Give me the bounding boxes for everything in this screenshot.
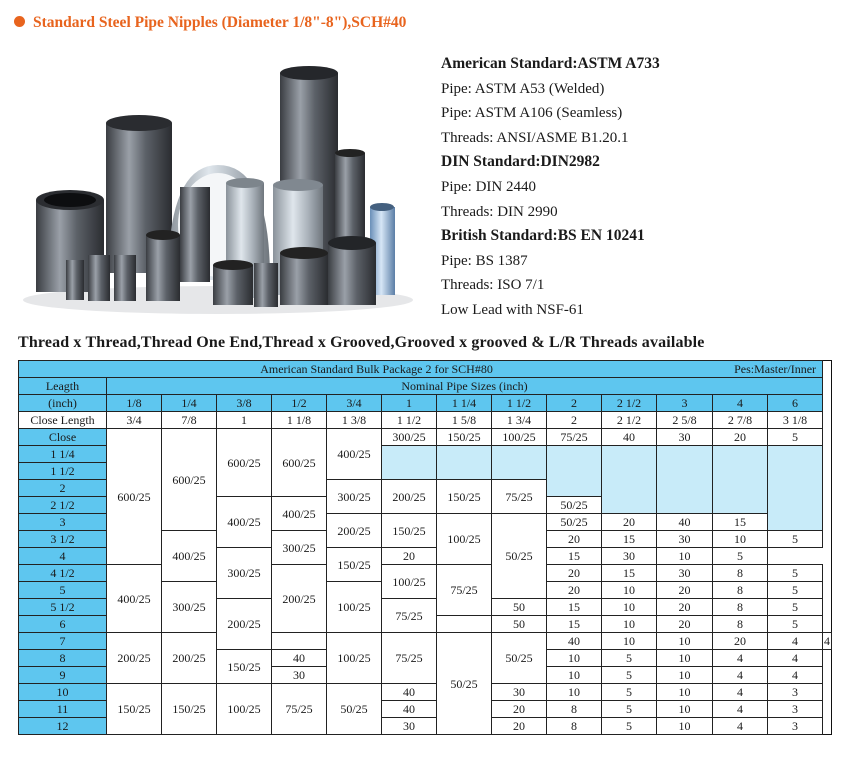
package-value: 100/25 <box>492 429 547 446</box>
banner-left: American Standard Bulk Package 2 for SCH#80 <box>260 362 493 376</box>
package-value: 300/25 <box>327 480 382 514</box>
close-length-value: 7/8 <box>162 412 217 429</box>
standard-line: Pipe: ASTM A106 (Seamless) <box>441 105 623 122</box>
package-value: 200/25 <box>107 633 162 684</box>
package-value: 50/25 <box>437 633 492 735</box>
package-value: 10 <box>602 633 657 650</box>
package-value: 10 <box>713 531 768 548</box>
package-value: 75/25 <box>382 599 437 633</box>
table-row <box>19 565 832 582</box>
empty-cell <box>602 446 657 514</box>
package-value: 400/25 <box>327 429 382 480</box>
package-value: 10 <box>602 599 657 616</box>
package-value: 50 <box>492 599 547 616</box>
close-length-row <box>19 412 832 429</box>
package-value: 10 <box>657 701 713 718</box>
package-value: 50 <box>492 616 547 633</box>
package-value: 4 <box>713 718 768 735</box>
close-length-value: 3/4 <box>107 412 162 429</box>
length-label: 3 1/2 <box>19 531 107 548</box>
package-value: 10 <box>657 718 713 735</box>
package-value: 150/25 <box>382 514 437 548</box>
package-value: 20 <box>382 548 437 565</box>
size-header: 1 1/4 <box>437 395 492 412</box>
package-value: 5 <box>602 718 657 735</box>
package-value: 15 <box>547 616 602 633</box>
empty-cell <box>768 446 823 531</box>
package-value: 400/25 <box>217 497 272 548</box>
package-value: 8 <box>713 599 768 616</box>
banner-right: Pes:Master/Inner <box>734 362 817 376</box>
package-value: 3 <box>768 701 823 718</box>
package-value: 5 <box>602 701 657 718</box>
package-value: 8 <box>547 701 602 718</box>
package-value: 10 <box>547 650 602 667</box>
empty-cell <box>657 446 713 514</box>
package-value: 5 <box>768 599 823 616</box>
package-value: 40 <box>382 701 437 718</box>
package-value: 40 <box>382 684 437 701</box>
package-value: 5 <box>768 429 823 446</box>
package-value: 20 <box>602 514 657 531</box>
package-value: 400/25 <box>272 497 327 531</box>
empty-cell <box>382 446 437 480</box>
package-value: 4 <box>713 667 768 684</box>
package-value: 40 <box>272 650 327 667</box>
length-label: 9 <box>19 667 107 684</box>
package-value: 30 <box>272 667 327 684</box>
package-value: 8 <box>547 718 602 735</box>
empty-cell <box>713 446 768 514</box>
package-value: 600/25 <box>107 429 162 565</box>
close-length-value: 3 1/8 <box>768 412 823 429</box>
length-label: 2 <box>19 480 107 497</box>
package-value: 10 <box>602 616 657 633</box>
package-value: 5 <box>768 565 823 582</box>
length-label: 11 <box>19 701 107 718</box>
package-value: 15 <box>602 531 657 548</box>
package-value: 20 <box>657 616 713 633</box>
length-label: 1 1/2 <box>19 463 107 480</box>
package-value: 20 <box>492 701 547 718</box>
package-value: 300/25 <box>162 582 217 633</box>
package-value: 5 <box>602 684 657 701</box>
size-header: 2 <box>547 395 602 412</box>
size-header: 6 <box>768 395 823 412</box>
size-header: 1 <box>382 395 437 412</box>
package-value: 200/25 <box>327 514 382 548</box>
package-value: 30 <box>657 565 713 582</box>
close-length-value: 1 3/8 <box>327 412 382 429</box>
empty-cell <box>547 446 602 497</box>
length-label: 5 <box>19 582 107 599</box>
package-value: 10 <box>547 684 602 701</box>
package-value: 4 <box>768 633 823 650</box>
size-header: 4 <box>713 395 768 412</box>
package-value: 300/25 <box>382 429 437 446</box>
close-length-value: 1 1/2 <box>382 412 437 429</box>
package-value: 75/25 <box>382 633 437 684</box>
package-value: 150/25 <box>327 548 382 582</box>
package-value: 75/25 <box>272 684 327 735</box>
package-value: 200/25 <box>272 565 327 633</box>
package-value: 4 <box>713 701 768 718</box>
length-label: 6 <box>19 616 107 633</box>
package-value: 20 <box>713 429 768 446</box>
length-label: 5 1/2 <box>19 599 107 616</box>
length-label: 12 <box>19 718 107 735</box>
package-value: 30 <box>657 429 713 446</box>
package-value: 100/25 <box>437 514 492 565</box>
package-value: 30 <box>657 531 713 548</box>
standard-line: Threads: ISO 7/1 <box>441 277 545 294</box>
length-label: 4 1/2 <box>19 565 107 582</box>
package-value: 100/25 <box>217 684 272 735</box>
size-header: 3/4 <box>327 395 382 412</box>
package-value: 150/25 <box>107 684 162 735</box>
package-value: 150/25 <box>217 650 272 684</box>
package-value: 5 <box>768 616 823 633</box>
close-length-value: 2 1/2 <box>602 412 657 429</box>
table-row <box>19 633 832 650</box>
package-value: 15 <box>713 514 768 531</box>
package-value: 150/25 <box>437 429 492 446</box>
empty-cell <box>492 446 547 480</box>
standard-line: Pipe: BS 1387 <box>441 252 528 269</box>
package-value: 50/25 <box>547 497 602 514</box>
length-label: 7 <box>19 633 107 650</box>
length-header: Leagth <box>19 378 107 395</box>
package-value: 10 <box>657 684 713 701</box>
size-header: 1/4 <box>162 395 217 412</box>
package-value: 4 <box>824 634 831 648</box>
size-header: 1/8 <box>107 395 162 412</box>
nominal-size-header: Nominal Pipe Sizes (inch) <box>107 378 823 395</box>
standard-line: Low Lead with NSF-61 <box>441 301 584 318</box>
package-value: 4 <box>713 650 768 667</box>
package-value: 75/25 <box>492 480 547 514</box>
length-label: 2 1/2 <box>19 497 107 514</box>
package-value: 8 <box>713 582 768 599</box>
length-label: 3 <box>19 514 107 531</box>
length-label: Close <box>19 429 107 446</box>
package-value: 20 <box>547 531 602 548</box>
package-value: 50/25 <box>547 514 602 531</box>
size-header: 3/8 <box>217 395 272 412</box>
size-row <box>19 395 832 412</box>
empty-cell <box>272 633 327 650</box>
close-length-value: 1 1/8 <box>272 412 327 429</box>
package-value: 600/25 <box>217 429 272 497</box>
close-length-value: 2 5/8 <box>657 412 713 429</box>
standard-line: Pipe: DIN 2440 <box>441 178 536 195</box>
close-length-value: 2 <box>547 412 602 429</box>
package-value: 20 <box>547 565 602 582</box>
package-value: 20 <box>547 582 602 599</box>
package-value: 40 <box>547 633 602 650</box>
package-value: 8 <box>713 616 768 633</box>
package-value: 3 <box>768 718 823 735</box>
length-unit-header: (inch) <box>19 395 107 412</box>
package-value: 50/25 <box>327 684 382 735</box>
package-value: 300/25 <box>217 548 272 599</box>
standard-line: Pipe: ASTM A53 (Welded) <box>441 80 605 97</box>
page-title: Standard Steel Pipe Nipples (Diameter 1/8"-8"),SCH#40 <box>14 14 406 32</box>
standard-heading: American Standard:ASTM A733 <box>441 55 660 72</box>
length-label: 1 1/4 <box>19 446 107 463</box>
table-row <box>19 684 832 701</box>
close-length-label: Close Length <box>19 412 107 429</box>
table-banner <box>19 361 823 378</box>
size-header: 1 1/2 <box>492 395 547 412</box>
package-value: 30 <box>382 718 437 735</box>
package-value: 75/25 <box>437 565 492 616</box>
package-value: 20 <box>713 633 768 650</box>
size-header: 1/2 <box>272 395 327 412</box>
package-value: 30 <box>602 548 657 565</box>
package-value: 10 <box>657 548 713 565</box>
package-value: 20 <box>657 582 713 599</box>
package-value: 150/25 <box>437 480 492 514</box>
package-value: 200/25 <box>382 480 437 514</box>
package-value: 100/25 <box>327 633 382 684</box>
package-value: 10 <box>602 582 657 599</box>
package-value: 5 <box>768 531 823 548</box>
package-value: 100/25 <box>382 565 437 599</box>
pipe-nipples-photo <box>18 55 413 320</box>
banner-row <box>19 361 832 378</box>
package-value: 600/25 <box>272 429 327 497</box>
standards-list <box>441 52 660 323</box>
package-value: 30 <box>492 684 547 701</box>
standard-line: Threads: DIN 2990 <box>441 203 558 220</box>
length-label: 4 <box>19 548 107 565</box>
package-value: 15 <box>602 565 657 582</box>
close-length-value: 1 5/8 <box>437 412 492 429</box>
package-value: 3 <box>768 684 823 701</box>
package-value: 40 <box>602 429 657 446</box>
size-header: 2 1/2 <box>602 395 657 412</box>
package-value: 400/25 <box>107 565 162 633</box>
package-value: 600/25 <box>162 429 217 531</box>
package-value: 4 <box>713 684 768 701</box>
package-value: 20 <box>657 599 713 616</box>
package-table <box>18 360 832 735</box>
package-value: 40 <box>657 514 713 531</box>
package-value: 50/25 <box>492 514 547 599</box>
package-value: 5 <box>602 667 657 684</box>
package-value: 200/25 <box>162 633 217 684</box>
package-value: 400/25 <box>162 531 217 582</box>
package-value: 15 <box>547 548 602 565</box>
length-label: 10 <box>19 684 107 701</box>
package-value: 5 <box>602 650 657 667</box>
bullet-dot-icon <box>14 16 25 27</box>
size-header: 3 <box>657 395 713 412</box>
standard-heading: British Standard:BS EN 10241 <box>441 227 645 245</box>
standard-heading: DIN Standard:DIN2982 <box>441 153 600 171</box>
empty-cell <box>437 446 492 480</box>
package-value: 4 <box>768 650 823 667</box>
package-value: 20 <box>492 718 547 735</box>
package-value: 15 <box>547 599 602 616</box>
package-value: 10 <box>547 667 602 684</box>
close-length-value: 2 7/8 <box>713 412 768 429</box>
package-value: 10 <box>657 667 713 684</box>
package-value: 10 <box>657 633 713 650</box>
length-label: 8 <box>19 650 107 667</box>
package-value: 4 <box>768 667 823 684</box>
package-value: 100/25 <box>327 582 382 633</box>
package-value: 150/25 <box>162 684 217 735</box>
table-row <box>19 429 832 446</box>
empty-cell <box>437 616 492 633</box>
header-row <box>19 378 832 395</box>
section-subtitle: Thread x Thread,Thread One End,Thread x Grooved,Grooved x grooved & L/R Threads available <box>18 334 705 351</box>
package-value: 5 <box>713 548 768 565</box>
package-value: 8 <box>713 565 768 582</box>
package-value: 10 <box>657 650 713 667</box>
close-length-value: 1 <box>217 412 272 429</box>
package-value: 75/25 <box>547 429 602 446</box>
package-value: 5 <box>768 582 823 599</box>
package-value: 200/25 <box>217 599 272 650</box>
package-value: 300/25 <box>272 531 327 565</box>
standard-line: Threads: ANSI/ASME B1.20.1 <box>441 129 629 146</box>
close-length-value: 1 3/4 <box>492 412 547 429</box>
package-value: 50/25 <box>492 633 547 684</box>
